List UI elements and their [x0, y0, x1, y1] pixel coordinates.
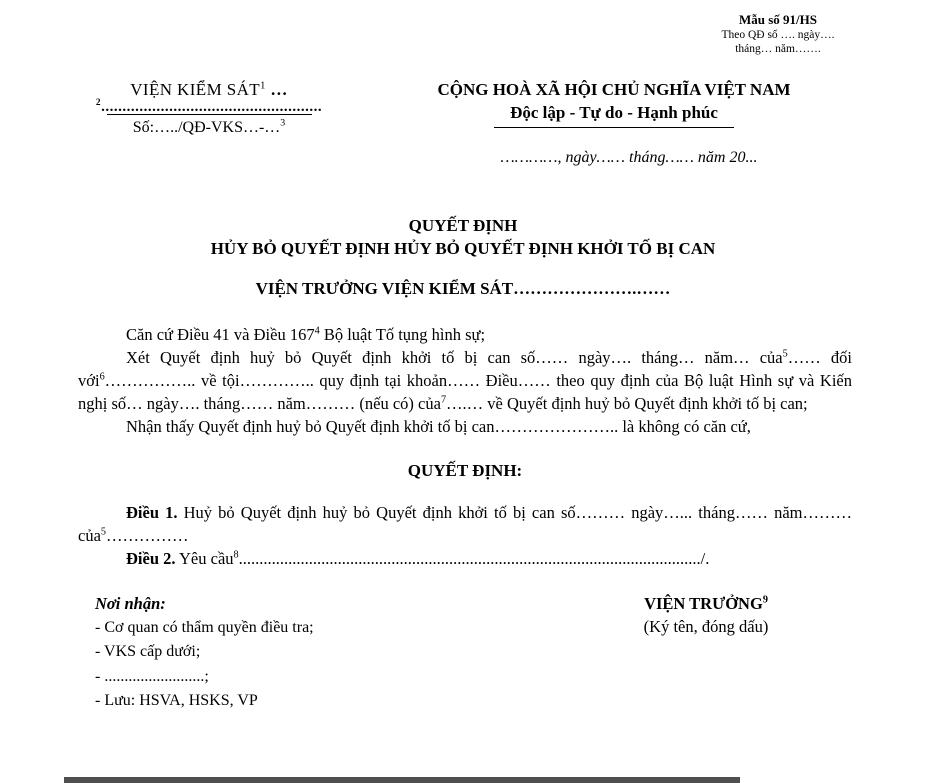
recipients-title: Nơi nhận: — [95, 594, 166, 613]
agency-unit-dots: .................................................... — [101, 99, 323, 115]
form-issued-line2: tháng… năm……. — [735, 43, 821, 55]
recipient-item: - Lưu: HSVA, HSKS, VP — [95, 691, 258, 709]
recipients-block — [95, 592, 314, 713]
national-motto-text: Độc lập - Tự do - Hạnh phúc — [494, 103, 734, 128]
signature-block — [586, 592, 826, 638]
footnote-ref-6: 6 — [99, 371, 105, 383]
footnote-ref-9: 9 — [762, 594, 768, 606]
footnote-ref-2: 2 — [95, 98, 102, 108]
legal-basis-text2: Bộ luật Tố tụng hình sự; — [319, 325, 486, 344]
article-1-dots: …………… — [106, 526, 189, 545]
footnote-ref-8: 8 — [233, 549, 239, 561]
date-line: …………, ngày…… tháng…… năm 20... — [500, 149, 758, 166]
decision-heading: QUYẾT ĐỊNH: — [407, 461, 523, 480]
footnote-ref-1: 1 — [260, 80, 266, 92]
form-issued-line1: Theo QĐ số …. ngày…. — [721, 29, 835, 41]
national-header-block — [354, 80, 874, 167]
recipient-item: - VKS cấp dưới; — [95, 643, 201, 661]
article-1-text: Huỷ bỏ Quyết định huỷ bỏ Quyết định khởi tố bị can số……… ngày…... tháng…… năm……… của — [78, 503, 852, 545]
consideration-text4: ….… về Quyết định huỷ bỏ Quyết định khởi tố bị can; — [446, 394, 808, 413]
consideration-text2: …… đối với — [78, 348, 852, 390]
agency-name-dots: … — [265, 80, 288, 99]
signature-note: (Ký tên, đóng dấu) — [643, 617, 769, 636]
form-number-box — [698, 12, 858, 56]
document-body — [78, 323, 852, 570]
consideration-text3: …………….. về tội………….. quy định tại khoản…… Điều…… theo quy định của Bộ luật Hình sự và Kiến nghị số… ngày…. tháng…… năm……… (nếu có) của — [78, 371, 852, 413]
footnote-ref-5: 5 — [782, 348, 788, 360]
country-name: CỘNG HOÀ XÃ HỘI CHỦ NGHĨA VIỆT NAM — [437, 80, 791, 99]
paragraph-finding: Nhận thấy Quyết định huỷ bỏ Quyết định khởi tố bị can………………….. là không có căn cứ, — [126, 417, 751, 436]
document-footer — [95, 592, 926, 713]
legal-basis-text: Căn cứ Điều 41 và Điều 167 — [126, 325, 315, 344]
authority-line: VIỆN TRƯỞNG VIỆN KIỂM SÁT………………….…… — [255, 279, 671, 298]
footnote-ref-4: 4 — [314, 325, 320, 337]
article-1 — [78, 501, 852, 547]
consideration-text1: Xét Quyết định huỷ bỏ Quyết định khởi tố bị can số…… ngày…. tháng… năm… của — [126, 348, 783, 367]
agency-name-text: VIỆN KIỂM SÁT — [130, 80, 261, 99]
document-number — [64, 119, 354, 137]
article-2-dots: ................................................................................................................/. — [238, 549, 710, 568]
document-number-text: Số:…../QĐ-VKS…-… — [132, 119, 281, 136]
page-bottom-edge — [64, 777, 740, 783]
article-2-text: Yêu cầu — [175, 549, 234, 568]
footnote-ref-5b: 5 — [100, 526, 107, 538]
national-motto — [354, 103, 874, 128]
document-title — [0, 214, 926, 260]
signer-title — [586, 592, 826, 615]
footnote-ref-7: 7 — [440, 394, 447, 406]
recipient-item: - Cơ quan có thẩm quyền điều tra; — [95, 619, 314, 637]
issuing-agency-block — [64, 80, 354, 137]
form-number: Mẫu số 91/HS — [738, 12, 817, 27]
agency-unit-dotted-line — [64, 100, 354, 115]
title-line1: QUYẾT ĐỊNH — [408, 216, 518, 235]
signer-title-text: VIỆN TRƯỞNG — [644, 594, 763, 613]
footnote-ref-3: 3 — [280, 117, 286, 129]
title-line2: HỦY BỎ QUYẾT ĐỊNH HỦY BỎ QUYẾT ĐỊNH KHỞI TỐ BỊ CAN — [210, 239, 716, 258]
agency-name — [64, 80, 354, 100]
paragraph-legal-basis — [78, 323, 852, 346]
recipient-item: - .........................; — [95, 667, 209, 685]
paragraph-consideration — [78, 346, 852, 415]
article-2-label: Điều 2. — [126, 549, 176, 568]
article-2 — [78, 547, 852, 570]
article-1-label: Điều 1. — [126, 503, 178, 522]
